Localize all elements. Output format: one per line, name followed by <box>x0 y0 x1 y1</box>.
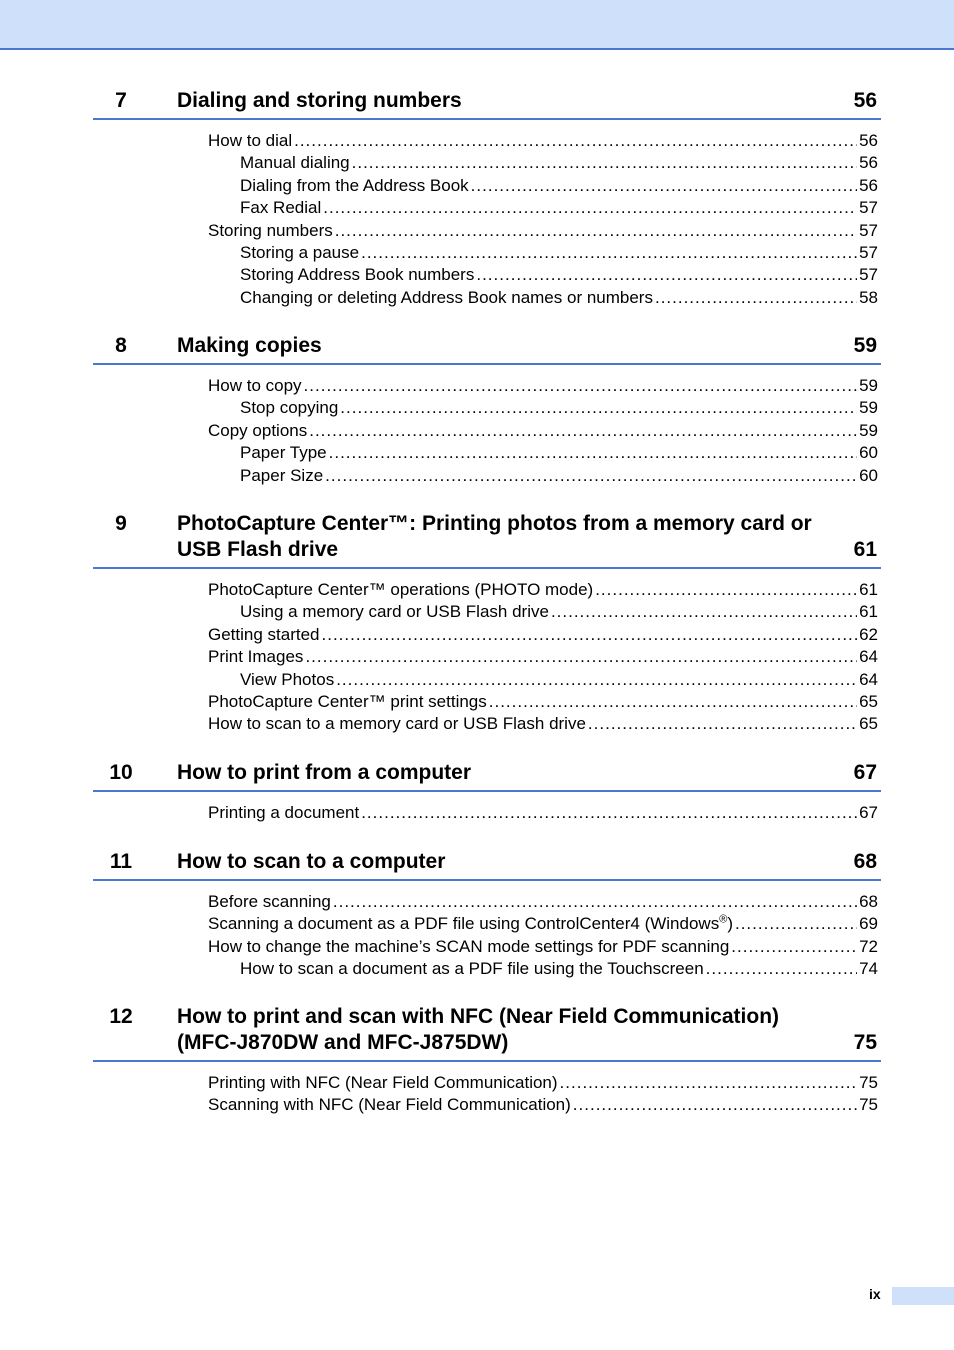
dot-leader <box>329 442 857 464</box>
toc-entry-page: 57 <box>859 220 878 240</box>
entry-list <box>0 130 954 309</box>
toc-entry-text: Storing a pause <box>240 243 360 263</box>
toc-entry-title <box>208 579 593 601</box>
toc-entry-text: How to scan to a memory card or USB Flash drive <box>208 714 586 734</box>
dot-leader <box>706 958 857 980</box>
toc-entry-page: 56 <box>859 153 878 173</box>
dot-leader <box>573 1094 857 1116</box>
chapter-section <box>0 511 954 736</box>
toc-entry-text: Getting started <box>208 624 320 644</box>
toc-entry-title <box>240 397 338 419</box>
toc-entry-title <box>240 958 704 980</box>
toc-entry-page: 60 <box>859 443 878 463</box>
toc-entry-page: 67 <box>859 803 878 822</box>
chapter-title: Making copies <box>177 334 322 357</box>
entry-list <box>0 802 954 824</box>
dot-leader <box>333 891 857 913</box>
toc-entry[interactable] <box>208 420 878 442</box>
toc-entry-page: 65 <box>859 692 878 712</box>
toc-entry-page: 69 <box>859 914 878 934</box>
toc-entry-title <box>208 713 586 735</box>
dot-leader <box>595 579 857 601</box>
toc-entry[interactable] <box>240 197 878 219</box>
toc-entry-text: PhotoCapture Center™ print settings <box>208 692 487 712</box>
toc-entry-page: 64 <box>859 669 878 689</box>
chapter-number: 10 <box>109 761 133 784</box>
toc-entry-text: Scanning a document as a PDF file using ControlCenter4 (Windows <box>208 914 720 934</box>
header-bar <box>0 0 954 50</box>
toc-entry[interactable] <box>240 442 878 464</box>
dot-leader <box>361 802 857 824</box>
toc-entry-page: 61 <box>859 602 878 622</box>
dot-leader <box>735 913 857 935</box>
chapter-page-number: 67 <box>853 761 877 784</box>
toc-entry-text: How to scan a document as a PDF file using the Touchscreen <box>240 959 704 979</box>
toc-entry-page: 64 <box>859 647 878 667</box>
chapter-number: 9 <box>115 512 127 535</box>
toc-entry[interactable] <box>208 1094 878 1116</box>
footer-tab <box>892 1287 954 1305</box>
chapter-title: How to print and scan with NFC (Near Field Communication) (MFC-J870DW and MFC-J875DW) <box>177 1005 780 1054</box>
dot-leader <box>325 465 857 487</box>
dot-leader <box>655 287 857 309</box>
toc-entry-text: Printing a document <box>208 803 360 822</box>
toc-entry[interactable] <box>208 1072 878 1094</box>
toc-entry[interactable] <box>240 264 878 286</box>
toc-entry-page: 57 <box>859 243 878 263</box>
toc-entry-title <box>208 624 320 646</box>
dot-leader <box>323 197 857 219</box>
toc-entry[interactable] <box>240 465 878 487</box>
registered-mark: ® <box>719 913 728 926</box>
chapter-page-number: 56 <box>853 89 877 112</box>
dot-leader <box>304 375 858 397</box>
toc-entry[interactable] <box>208 220 878 242</box>
toc-entry-title <box>208 913 733 935</box>
dot-leader <box>476 264 857 286</box>
toc-entry-title <box>208 420 307 442</box>
toc-entry-title <box>240 264 474 286</box>
dot-leader <box>294 130 857 152</box>
toc-entry[interactable] <box>240 242 878 264</box>
toc-entry-text: Fax Redial <box>240 198 322 218</box>
toc-entry-page: 62 <box>859 624 878 644</box>
dot-leader <box>352 152 857 174</box>
chapter-heading[interactable] <box>93 849 881 881</box>
chapter-title: Dialing and storing numbers <box>177 89 462 112</box>
toc-entry-text: Storing Address Book numbers <box>240 265 475 285</box>
toc-entry-title <box>240 242 359 264</box>
chapter-number: 7 <box>115 89 127 112</box>
toc-entry-text: Paper Type <box>240 443 327 463</box>
dot-leader <box>551 601 857 623</box>
toc-entry-text: Printing with NFC (Near Field Communication) <box>208 1073 558 1092</box>
toc-entry-text: Print Images <box>208 647 304 667</box>
toc-entry[interactable] <box>208 936 878 958</box>
toc-entry-text: Before scanning <box>208 892 331 911</box>
toc-entry-title <box>208 220 333 242</box>
toc-entry-text: Scanning with NFC (Near Field Communication) <box>208 1095 571 1115</box>
toc-entry[interactable] <box>208 891 878 913</box>
toc-entry[interactable] <box>208 802 878 824</box>
toc-entry-page: 57 <box>859 198 878 218</box>
chapter-page-number: 75 <box>853 1031 877 1054</box>
toc-entry-title <box>208 891 331 913</box>
toc-entry[interactable] <box>208 691 878 713</box>
dot-leader <box>309 420 857 442</box>
chapter-section <box>0 760 954 824</box>
page-number: ix <box>869 1286 881 1302</box>
toc-entry-text: Manual dialing <box>240 153 350 173</box>
chapter-title: How to scan to a computer <box>177 850 446 873</box>
toc-entry[interactable] <box>208 913 878 935</box>
toc-entry[interactable] <box>208 375 878 397</box>
dot-leader <box>322 624 858 646</box>
toc-entry[interactable] <box>208 579 878 601</box>
toc-entry[interactable] <box>240 669 878 691</box>
toc-entry-title <box>240 197 321 219</box>
toc-entry-title <box>240 465 323 487</box>
toc-entry-title <box>208 802 359 824</box>
chapter-heading[interactable] <box>93 511 881 569</box>
dot-leader <box>305 646 857 668</box>
toc-entry-title <box>240 442 327 464</box>
entry-list <box>0 891 954 981</box>
dot-leader <box>588 713 857 735</box>
toc-entry[interactable] <box>240 397 878 419</box>
toc-entry-text: How to change the machine’s SCAN mode settings for PDF scanning <box>208 936 730 956</box>
toc-entry-text: Changing or deleting Address Book names or numbers <box>240 287 653 307</box>
dot-leader <box>731 936 857 958</box>
toc-entry-text: Storing numbers <box>208 220 333 240</box>
chapter-page-number: 59 <box>853 334 877 357</box>
chapter-number: 11 <box>109 850 133 873</box>
toc-entry[interactable] <box>240 958 878 980</box>
toc-entry-title <box>208 646 303 668</box>
toc-entry-title <box>240 152 350 174</box>
dot-leader <box>336 669 857 691</box>
toc-entry-text: PhotoCapture Center™ operations (PHOTO mode) <box>208 580 594 599</box>
chapter-number: 12 <box>109 1005 133 1028</box>
toc-entry-page: 65 <box>859 714 878 734</box>
toc-entry[interactable] <box>240 287 878 309</box>
chapter-title: PhotoCapture Center™: Printing photos from a memory card or USB Flash drive <box>177 512 812 561</box>
toc-entry-page: 75 <box>859 1073 878 1092</box>
toc-entry-page: 59 <box>859 420 878 440</box>
dot-leader <box>340 397 857 419</box>
toc-entry-title <box>240 287 653 309</box>
toc-entry-page: 59 <box>859 398 878 418</box>
toc-entry-page: 57 <box>859 265 878 285</box>
toc-entry-text: Copy options <box>208 420 308 440</box>
chapter-section <box>0 333 954 487</box>
chapter-heading[interactable] <box>93 760 881 792</box>
dot-leader <box>471 175 857 197</box>
chapter-section <box>0 1004 954 1117</box>
chapter-section <box>0 88 954 309</box>
toc-entry[interactable] <box>240 152 878 174</box>
chapter-heading[interactable] <box>93 88 881 120</box>
chapter-number: 8 <box>115 334 127 357</box>
toc-entry-page: 56 <box>859 175 878 195</box>
toc-entry-text: View Photos <box>240 669 335 689</box>
toc-entry-title <box>208 1072 558 1094</box>
toc-entry-title <box>208 1094 571 1116</box>
toc-entry-page: 60 <box>859 465 878 485</box>
toc-entry-text-suffix: ) <box>727 914 733 934</box>
toc-entry-title <box>240 175 469 197</box>
entry-list <box>0 375 954 487</box>
toc-entry-title <box>208 130 292 152</box>
toc-entry[interactable] <box>208 130 878 152</box>
toc-entry-title <box>208 691 487 713</box>
toc-entry-page: 56 <box>859 131 878 150</box>
toc-entry-text: Stop copying <box>240 398 339 418</box>
toc-entry[interactable] <box>240 601 878 623</box>
toc-entry-page: 74 <box>859 959 878 979</box>
toc-entry-page: 68 <box>859 892 878 911</box>
toc-entry-title <box>208 375 302 397</box>
dot-leader <box>489 691 857 713</box>
toc-entry[interactable] <box>240 175 878 197</box>
toc-entry-text: Using a memory card or USB Flash drive <box>240 602 549 622</box>
dot-leader <box>560 1072 858 1094</box>
toc-entry-page: 59 <box>859 376 878 395</box>
chapter-title: How to print from a computer <box>177 761 471 784</box>
toc-entry-page: 75 <box>859 1095 878 1115</box>
dot-leader <box>335 220 857 242</box>
toc-entry-title <box>240 669 334 691</box>
dot-leader <box>361 242 857 264</box>
toc-entry-page: 72 <box>859 936 878 956</box>
toc-entry-page: 58 <box>859 287 878 307</box>
toc-entry-text: Dialing from the Address Book <box>240 175 469 195</box>
toc-entry-text: How to dial <box>208 131 293 150</box>
toc-entry[interactable] <box>208 646 878 668</box>
toc-entry[interactable] <box>208 624 878 646</box>
toc-entry-text: How to copy <box>208 376 302 395</box>
toc-entry[interactable] <box>208 713 878 735</box>
toc-entry-text: Paper Size <box>240 465 324 485</box>
chapter-heading[interactable] <box>93 1004 881 1062</box>
toc-entry-title <box>208 936 729 958</box>
entry-list <box>0 579 954 736</box>
chapter-section <box>0 849 954 981</box>
chapter-page-number: 61 <box>853 538 877 561</box>
entry-list <box>0 1072 954 1117</box>
chapter-heading[interactable] <box>93 333 881 365</box>
toc-entry-page: 61 <box>859 580 878 599</box>
toc-entry-title <box>240 601 549 623</box>
chapter-page-number: 68 <box>853 850 877 873</box>
